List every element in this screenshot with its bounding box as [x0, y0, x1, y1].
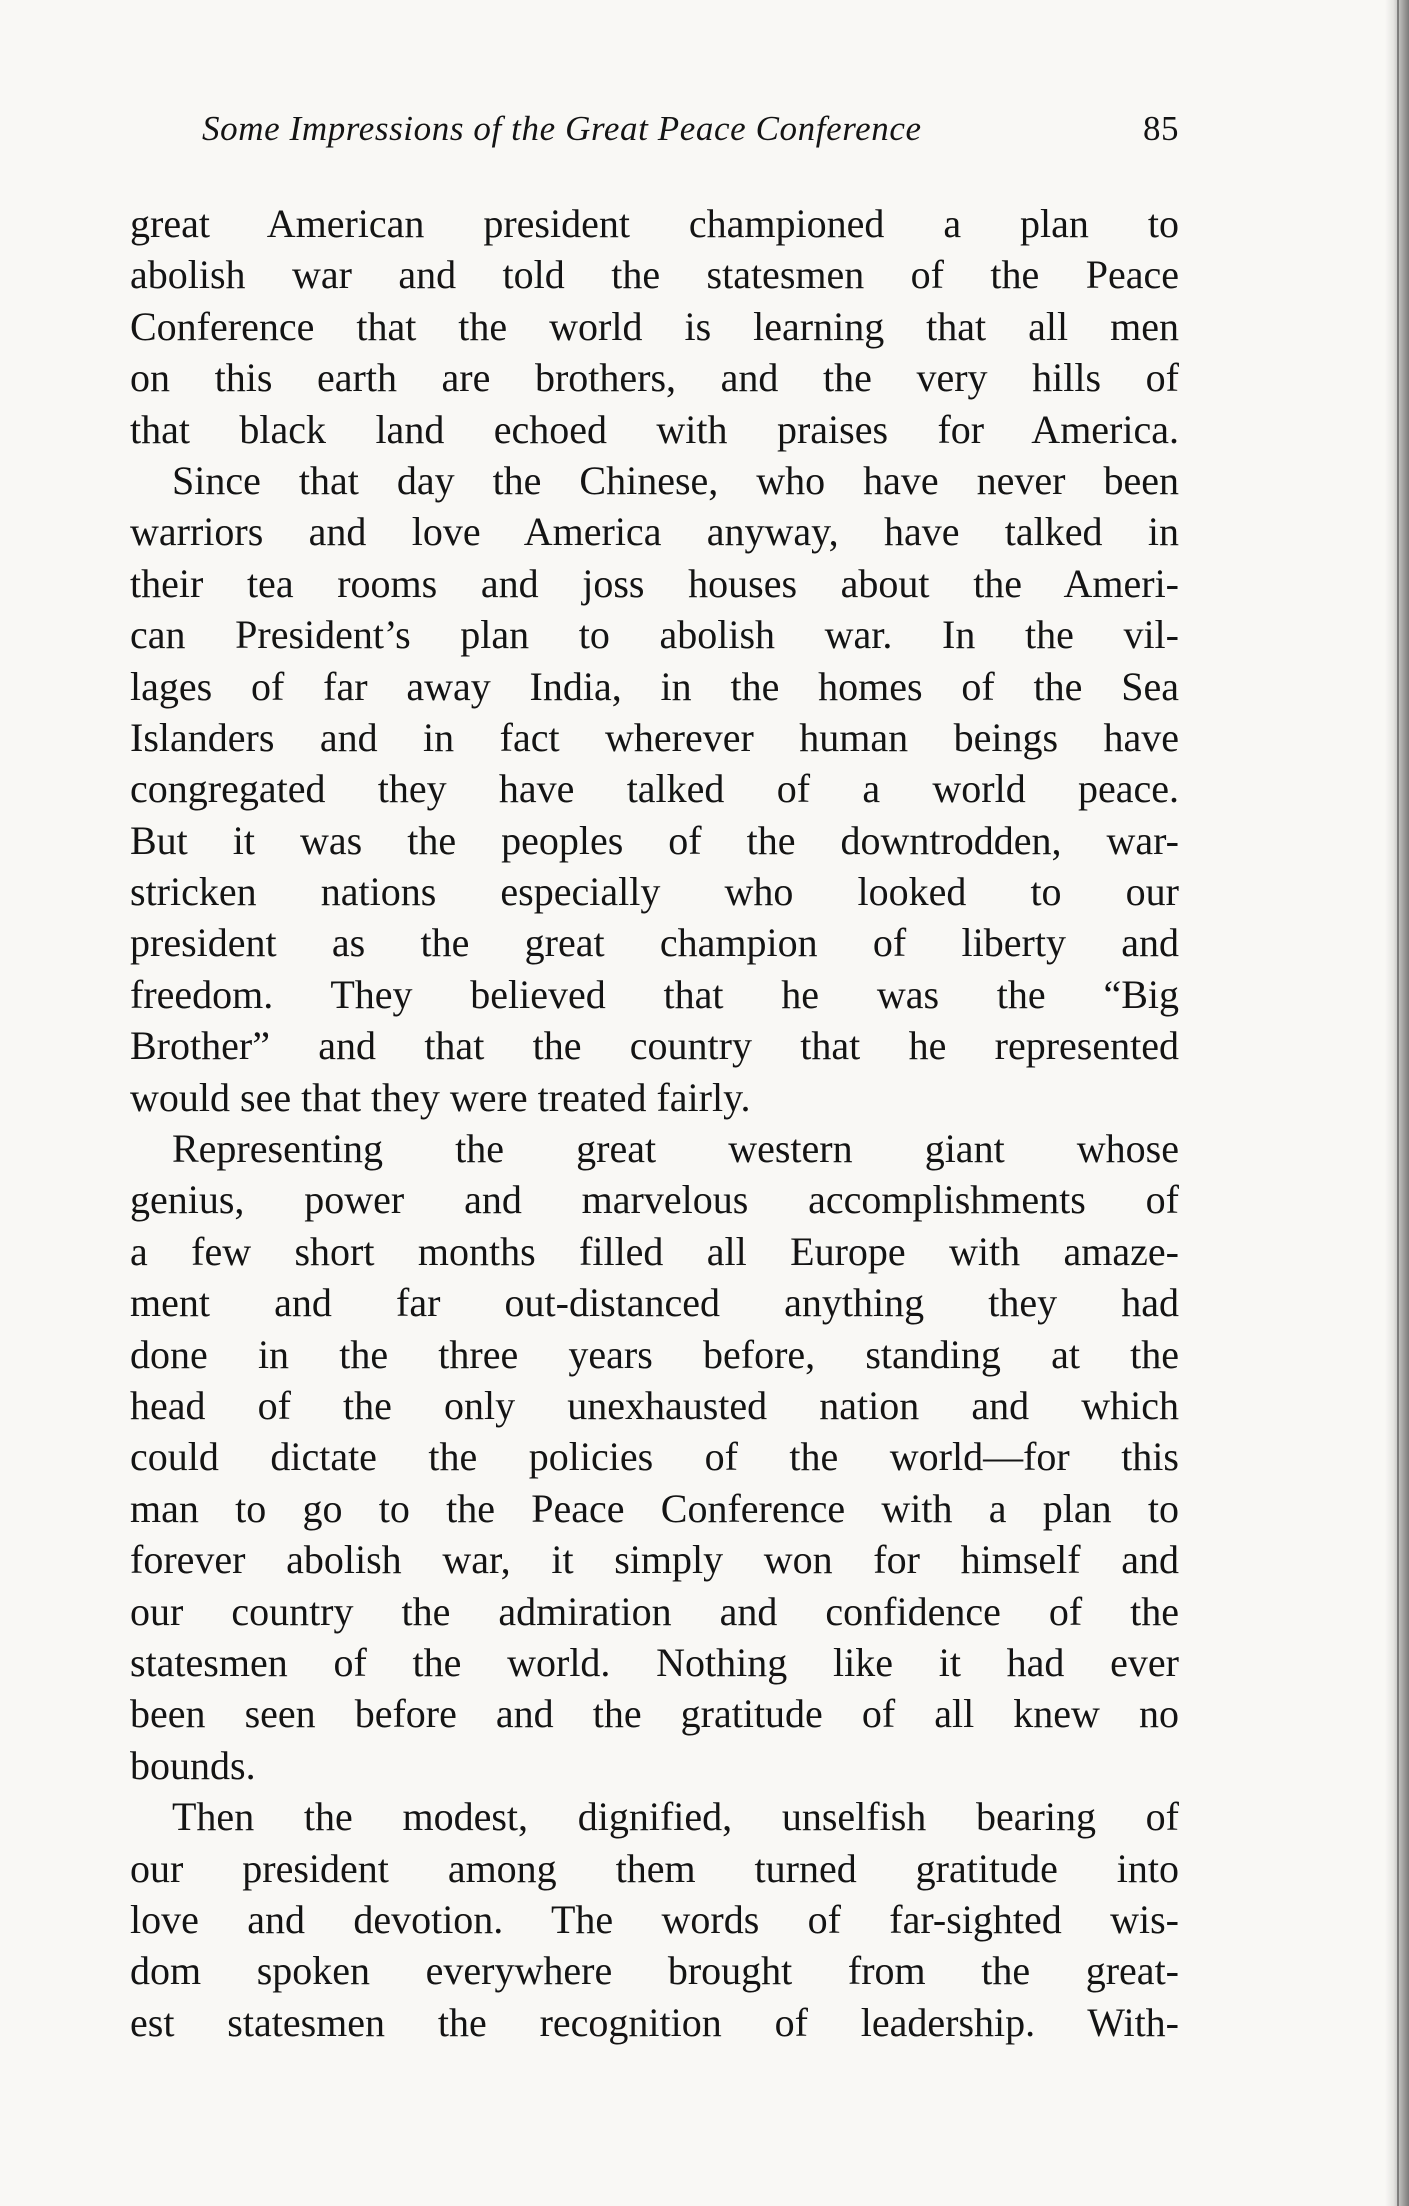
text-line: man to go to the Peace Conference with a plan to: [130, 1485, 1179, 1531]
text-line: freedom. They believed that he was the “Big: [130, 971, 1179, 1017]
page-edge-line: [1397, 0, 1399, 2206]
text-line: our president among them turned gratitude into: [130, 1845, 1179, 1891]
paragraph: [130, 1791, 1179, 2048]
text-line: been seen before and the gratitude of all knew no: [130, 1691, 1179, 1737]
running-title: Some Impressions of the Great Peace Conference: [202, 109, 922, 148]
text-line: congregated they have talked of a world peace.: [130, 766, 1179, 812]
paragraph: [130, 455, 1179, 1123]
text-line: a few short months filled all Europe with amaze-: [130, 1228, 1179, 1274]
text-line: Since that day the Chinese, who have never been: [172, 457, 1179, 503]
text-line: lages of far away India, in the homes of the Sea: [130, 663, 1179, 709]
text-line: bounds.: [130, 1742, 256, 1788]
text-line: ment and far out-distanced anything they had: [130, 1280, 1179, 1326]
paragraph: [130, 1123, 1179, 1791]
text-line: Brother” and that the country that he represented: [130, 1023, 1179, 1069]
text-line: president as the great champion of liberty and: [130, 920, 1179, 966]
text-line: that black land echoed with praises for America.: [130, 406, 1179, 452]
text-line: could dictate the policies of the world—for this: [130, 1434, 1179, 1480]
text-line: done in the three years before, standing at the: [130, 1331, 1179, 1377]
text-line: genius, power and marvelous accomplishments of: [130, 1177, 1179, 1223]
text-line: forever abolish war, it simply won for himself and: [130, 1537, 1179, 1583]
text-line: Then the modest, dignified, unselfish bearing of: [172, 1794, 1179, 1840]
text-line: would see that they were treated fairly.: [130, 1074, 751, 1120]
text-line: Representing the great western giant whose: [172, 1126, 1179, 1172]
text-line: great American president championed a plan to: [130, 201, 1179, 246]
text-line: dom spoken everywhere brought from the great-: [130, 1948, 1179, 1994]
text-line: love and devotion. The words of far-sighted wis-: [130, 1896, 1179, 1942]
text-line: est statesmen the recognition of leadership. With-: [130, 1999, 1179, 2045]
text-line: Conference that the world is learning that all men: [130, 303, 1179, 349]
text-line: their tea rooms and joss houses about the Ameri-: [130, 560, 1179, 606]
body-text: [130, 198, 1179, 2048]
text-line: statesmen of the world. Nothing like it had ever: [130, 1639, 1179, 1685]
page-number: 85: [1143, 109, 1179, 148]
running-head: [130, 104, 1179, 154]
text-line: on this earth are brothers, and the very hills of: [130, 355, 1179, 401]
text-line: But it was the peoples of the downtrodden, war-: [130, 817, 1179, 863]
paragraph: [130, 198, 1179, 455]
text-line: our country the admiration and confidence of the: [130, 1588, 1179, 1634]
text-line: head of the only unexhausted nation and which: [130, 1382, 1179, 1428]
text-line: abolish war and told the statesmen of the Peace: [130, 252, 1179, 298]
text-line: warriors and love America anyway, have talked in: [130, 509, 1179, 555]
text-line: Islanders and in fact wherever human beings have: [130, 714, 1179, 760]
text-line: stricken nations especially who looked to our: [130, 869, 1179, 915]
text-line: can President’s plan to abolish war. In the vil-: [130, 612, 1179, 658]
